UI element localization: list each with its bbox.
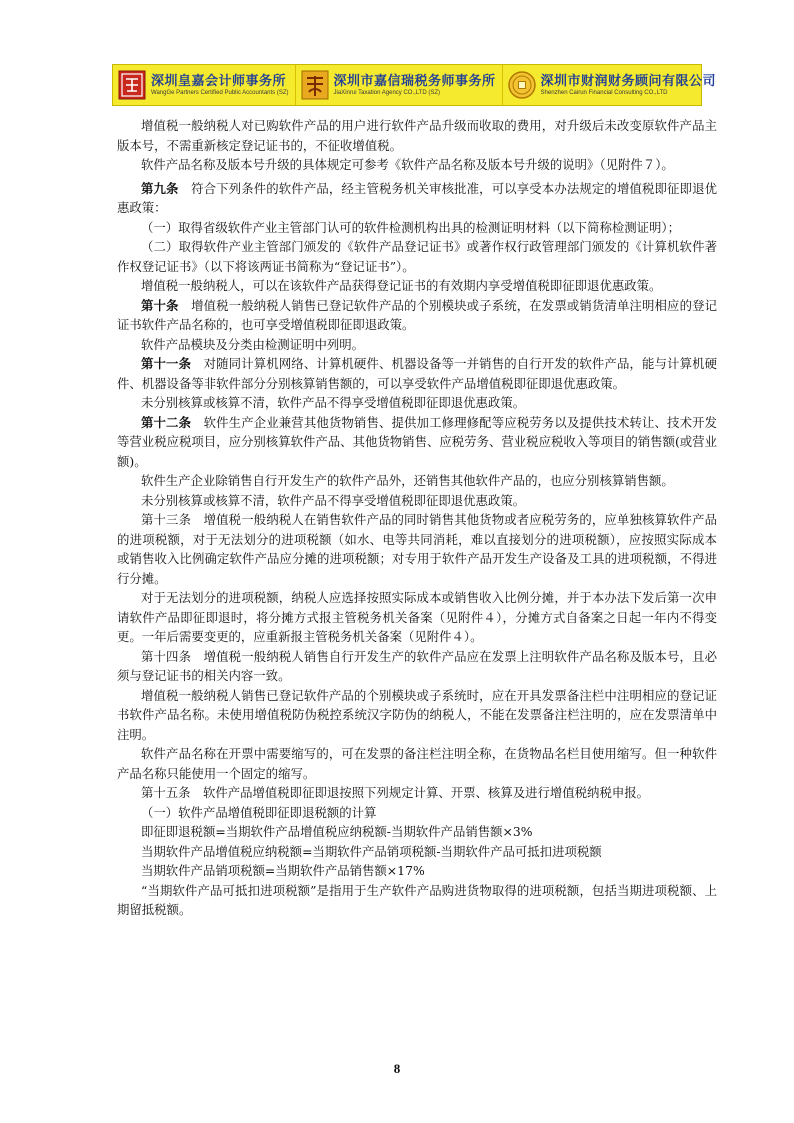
- paragraph: 未分别核算或核算不清，软件产品不得享受增值税即征即退优惠政策。: [141, 395, 526, 410]
- article-12: 第十二条 软件生产企业兼营其他货物销售、提供加工修理修配等应税劳务以及提供技术转让、技术开发等营业税应税项目，应分别核算软件产品、其他货物销售、应税劳务、营业税应税收入等项目的销售额(或营业额)。: [117, 414, 718, 469]
- paragraph: 未分别核算或核算不清，软件产品不得享受增值税即征即退优惠政策。: [141, 492, 526, 508]
- paragraph: “当期软件产品可抵扣进项税额”是指用于生产软件产品购进货物取得的进项税额，包括当期进项税额、上期留抵税额。: [117, 882, 717, 917]
- firm-english-name: Shenzhen Cairun Financial Consulting CO.,LTD: [540, 89, 668, 96]
- paragraph: 对于无法划分的进项税额，纳税人应选择按照实际成本或销售收入比例分摊，并于本办法下发后第一次申请软件产品即征即退时，将分摊方式报主管税务机关备案（见附件４），分摊方式自备案之日起一年内不得变更。一年后需要变更的，应重新报主管税务机关备案（见附件４）。: [117, 590, 717, 644]
- paragraph: 增值税一般纳税人销售已登记软件产品的个别模块或子系统时，应在开具发票备注栏中注明相应的登记证书软件产品名称。未使用增值税防伪税控系统汉字防伪的纳税人，不能在发票备注栏注明的，应在发票清单中注明。: [117, 687, 717, 742]
- paragraph: 软件生产企业除销售自行开发生产的软件产品外，还销售其他软件产品的，也应分别核算销售额。: [141, 473, 674, 488]
- paragraph: 软件产品名称及版本号升级的具体规定可参考《软件产品名称及版本号升级的说明》（见附件７）。: [141, 157, 674, 172]
- formula: 当期软件产品销项税额=当期软件产品销售额×17%: [141, 863, 425, 878]
- header-banner: [112, 64, 717, 106]
- logo-icon: [300, 69, 330, 101]
- paragraph: （一）软件产品增值税即征即退税额的计算: [141, 804, 377, 820]
- article-9: 第九条 符合下列条件的软件产品，经主管税务机关审核批准，可以享受本办法规定的增值税即征即退优惠政策：: [117, 180, 718, 215]
- document-body: [117, 116, 717, 920]
- paragraph: 软件产品名称在开票中需要缩写的，可在发票的备注栏注明全称，在货物品名栏目使用缩写。但一种软件产品名称只能使用一个固定的缩写。: [117, 746, 717, 781]
- firm-name: 深圳市嘉信瑞税务师事务所: [333, 73, 496, 89]
- paragraph: 软件产品模块及分类由检测证明中列明。: [141, 336, 365, 352]
- paragraph: 增值税一般纳税人对已购软件产品的用户进行软件产品升级而收取的费用，对升级后未改变原软件产品主版本号，不需重新核定登记证书的，不征收增值税。: [117, 118, 717, 153]
- paragraph: （一）取得省级软件产业主管部门认可的软件检测机构出具的检测证明材料（以下简称检测证明）；: [141, 219, 680, 235]
- firm-block-huangjia: [113, 65, 295, 105]
- article-15: 第十五条 软件产品增值税即征即退按照下列规定计算、开票、核算及进行增值税纳税申报。: [141, 785, 650, 800]
- article-10: 第十条 增值税一般纳税人销售已登记软件产品的个别模块或子系统，在发票或销货清单注明相应的登记证书软件产品名称的，也可享受增值税即征即退政策。: [117, 297, 718, 332]
- coin-logo-icon: [507, 69, 537, 101]
- article-13: 第十三条 增值税一般纳税人在销售软件产品的同时销售其他货物或者应税劳务的，应单独核算软件产品的进项税额，对于无法划分的进项税额（如水、电等共同消耗，难以直接划分的进项税额），应按照实际成本或销售收入比例确定软件产品应分摊的进项税额；对专用于软件产品开发生产设备及工具的进项税额，不得进行分摊。: [117, 512, 717, 586]
- seal-icon: [117, 69, 147, 101]
- firm-name: 深圳皇嘉会计师事务所: [151, 73, 287, 89]
- paragraph: （二）取得软件产业主管部门颁发的《软件产品登记证书》或著作权行政管理部门颁发的《计算机软件著作权登记证书》（以下将该两证书简称为“登记证书”）。: [117, 239, 717, 274]
- firm-block-cairun: [502, 65, 723, 105]
- paragraph: 增值税一般纳税人，可以在该软件产品获得登记证书的有效期内享受增值税即征即退优惠政策。: [141, 278, 662, 293]
- formula: 即征即退税额=当期软件产品增值税应纳税额-当期软件产品销售额×3%: [141, 824, 533, 839]
- formula: 当期软件产品增值税应纳税额=当期软件产品销项税额-当期软件产品可抵扣进项税额: [141, 843, 602, 859]
- firm-block-jiaxinrui: [295, 65, 502, 105]
- page-number: 8: [393, 1061, 401, 1076]
- firm-name: 深圳市财润财务顾问有限公司: [540, 73, 717, 89]
- article-14: 第十四条 增值税一般纳税人销售自行开发生产的软件产品应在发票上注明软件产品名称及版本号，且必须与登记证书的相关内容一致。: [117, 648, 717, 683]
- firm-english-name: JiaXinrui Taxation Agency CO.,LTD (SZ): [333, 89, 441, 96]
- article-11: 第十一条 对随同计算机网络、计算机硬件、机器设备等一并销售的自行开发的软件产品，能与计算机硬件、机器设备等非软件部分分别核算销售额的，可以享受软件产品增值税即征即退优惠政策。: [117, 356, 718, 391]
- firm-english-name: WangGe Partners Certified Public Accountants (SZ): [151, 89, 289, 96]
